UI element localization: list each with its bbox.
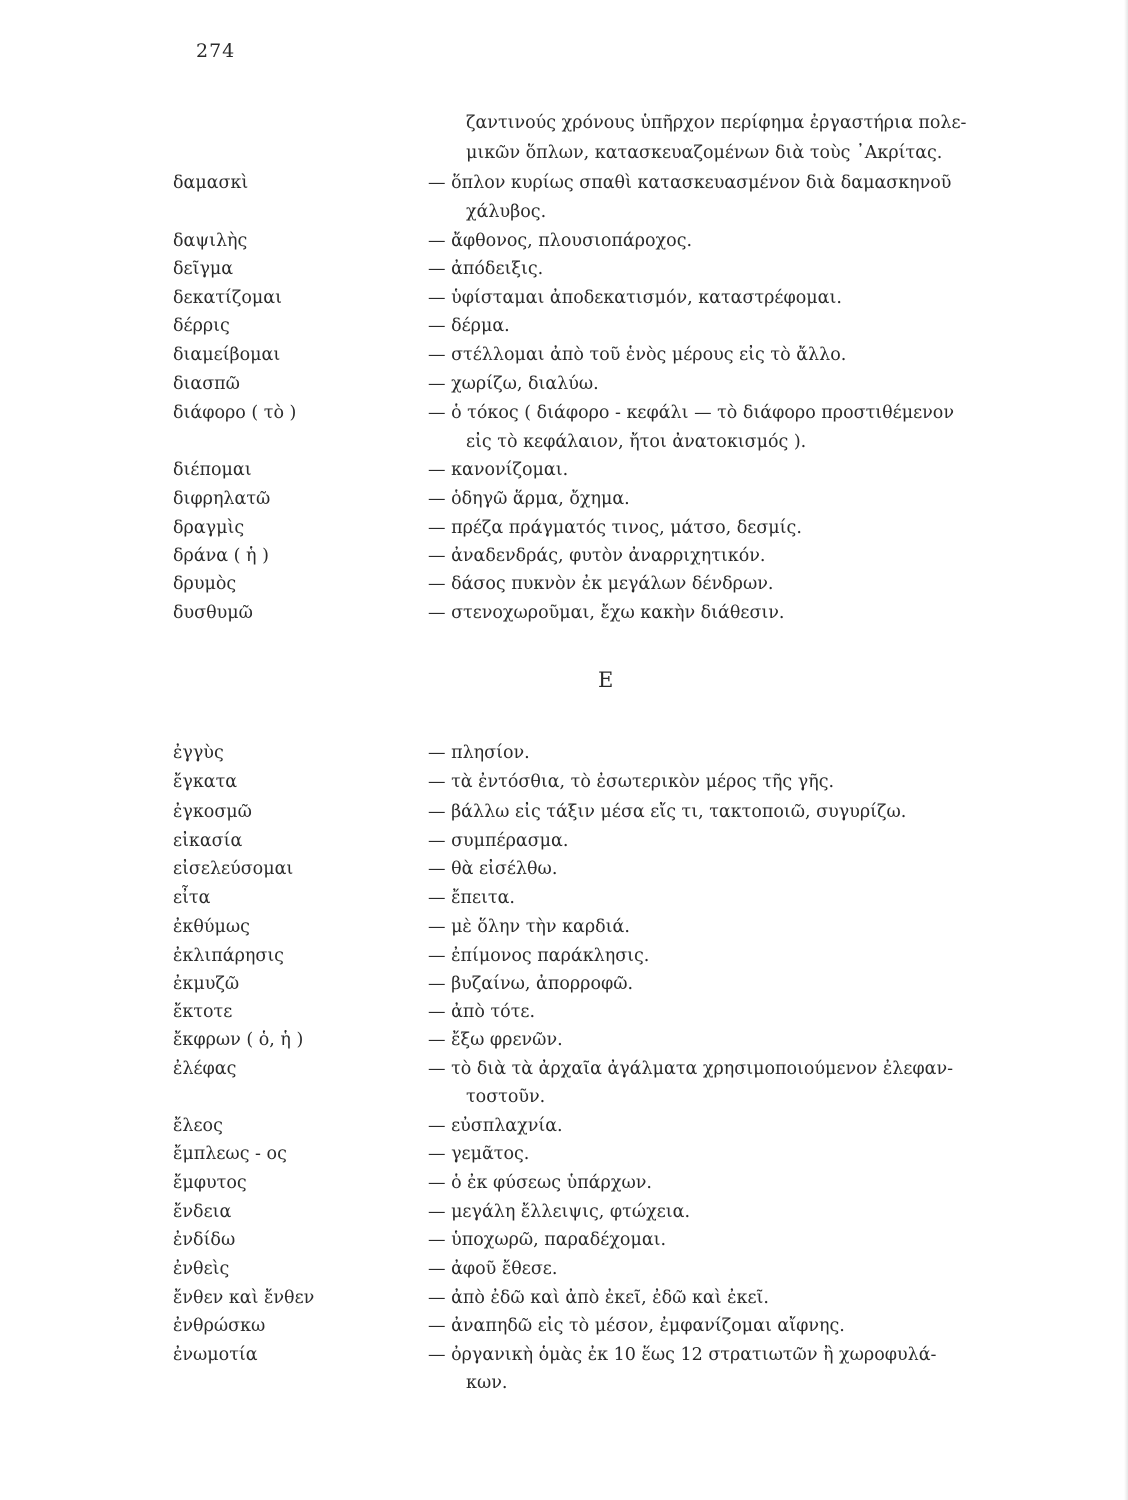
entry-headword: δεῖγμα — [173, 259, 234, 279]
entry-row — [0, 797, 1128, 827]
entry-row — [0, 340, 1128, 370]
entry-headword: δαμασκὶ — [173, 173, 249, 193]
entry-definition: — χωρίζω, διαλύω. — [428, 374, 599, 394]
scan-edge — [1124, 0, 1128, 1500]
entry-row — [0, 569, 1128, 599]
entry-definition: — τὰ ἐντόσθια, τὸ ἐσωτερικὸν μέρος τῆς γῆς. — [428, 772, 835, 792]
entry-row — [0, 1311, 1128, 1341]
entry-definition: — ἀναπηδῶ εἰς τὸ μέσον, ἐμφανίζομαι αἴφνης. — [428, 1316, 845, 1336]
entry-headword: ἐνθεὶς — [173, 1259, 230, 1279]
entry-row — [0, 455, 1128, 485]
entry-headword: δυσθυμῶ — [173, 603, 253, 623]
entry-headword: διαμείβομαι — [173, 345, 281, 365]
entry-definition: — τὸ διὰ τὰ ἀρχαῖα ἀγάλματα χρησιμοποιούμενον ἐλεφαν- — [428, 1059, 954, 1079]
entry-headword: δραγμὶς — [173, 518, 245, 538]
entry-headword: διάφορο ( τὸ ) — [173, 403, 297, 423]
entry-definition: — συμπέρασμα. — [428, 831, 569, 851]
entry-row — [0, 513, 1128, 543]
entry-definition: — εὐσπλαχνία. — [428, 1116, 563, 1136]
entry-headword: ἐγγὺς — [173, 743, 224, 763]
entry-headword: εἰκασία — [173, 831, 243, 851]
entry-row — [0, 1254, 1128, 1284]
entry-headword: διασπῶ — [173, 374, 240, 394]
entry-definition: — ὑφίσταμαι ἀποδεκατισμόν, καταστρέφομαι. — [428, 288, 842, 308]
entry-row — [0, 826, 1128, 856]
entry-definition: — ἀπόδειξις. — [428, 259, 544, 279]
entry-headword: ἐνδίδω — [173, 1230, 236, 1250]
page-number: 274 — [196, 40, 236, 62]
entry-row — [0, 1340, 1128, 1370]
entry-definition: — στενοχωροῦμαι, ἔχω κακὴν διάθεσιν. — [428, 603, 785, 623]
entry-headword: ἔνθεν καὶ ἔνθεν — [173, 1288, 315, 1308]
entry-row — [0, 941, 1128, 971]
entry-row — [0, 997, 1128, 1027]
entry-row — [0, 1025, 1128, 1055]
entry-definition: — ἀπὸ τότε. — [428, 1002, 536, 1022]
entry-continuation: κων. — [466, 1373, 508, 1393]
entry-definition: — δάσος πυκνὸν ἐκ μεγάλων δένδρων. — [428, 574, 774, 594]
entry-row — [0, 226, 1128, 256]
entry-row — [0, 854, 1128, 884]
entry-definition: — μεγάλη ἔλλειψις, φτώχεια. — [428, 1202, 691, 1222]
entry-row — [0, 283, 1128, 313]
entry-headword: ἐκθύμως — [173, 917, 250, 937]
entry-definition: — ἔπειτα. — [428, 888, 515, 908]
entry-row — [0, 168, 1128, 198]
entry-definition: — βάλλω εἰς τάξιν μέσα εἴς τι, τακτοποιῶ, συγυρίζω. — [428, 802, 907, 822]
entry-row — [0, 254, 1128, 284]
entry-headword: ἔνδεια — [173, 1202, 232, 1222]
entry-headword: δράνα ( ἡ ) — [173, 546, 269, 566]
entry-definition: — γεμᾶτος. — [428, 1144, 530, 1164]
entry-continuation: εἰς τὸ κεφάλαιον, ἤτοι ἀνατοκισμός ). — [466, 432, 807, 452]
entry-headword: ἔλεος — [173, 1116, 223, 1136]
entry-definition: — κανονίζομαι. — [428, 460, 569, 480]
entry-definition: — ἔξω φρενῶν. — [428, 1030, 563, 1050]
entry-headword: ἔγκατα — [173, 772, 238, 792]
entry-headword: ἐνωμοτία — [173, 1345, 258, 1365]
entry-definition: — πρέζα πράγματός τινος, μάτσο, δεσμίς. — [428, 518, 802, 538]
entry-definition: — δέρμα. — [428, 316, 510, 336]
entry-headword: ἐλέφας — [173, 1059, 237, 1079]
entry-definition: — ἄφθονος, πλουσιοπάροχος. — [428, 231, 693, 251]
entry-definition: — στέλλομαι ἀπὸ τοῦ ἑνὸς μέρους εἰς τὸ ἄλλο. — [428, 345, 847, 365]
entry-row — [0, 1168, 1128, 1198]
entry-row — [0, 767, 1128, 797]
entry-headword: δέρρις — [173, 316, 230, 336]
entry-definition: — μὲ ὅλην τὴν καρδιά. — [428, 917, 630, 937]
entry-row — [0, 1139, 1128, 1169]
entry-definition: — ἀφοῦ ἔθεσε. — [428, 1259, 558, 1279]
entry-headword: διέπομαι — [173, 460, 252, 480]
entry-headword: εἶτα — [173, 888, 211, 908]
entry-definition: — ὑποχωρῶ, παραδέχομαι. — [428, 1230, 667, 1250]
entry-row — [0, 1111, 1128, 1141]
entry-row — [0, 883, 1128, 913]
entry-headword: εἰσελεύσομαι — [173, 859, 294, 879]
entry-definition: — βυζαίνω, ἀπορροφῶ. — [428, 974, 634, 994]
entry-row — [0, 1283, 1128, 1313]
intro-line: μικῶν ὅπλων, κατασκευαζομένων διὰ τοὺς ᾿Ακρίτας. — [466, 143, 943, 163]
entry-row — [0, 369, 1128, 399]
intro-line: ζαντινούς χρόνους ὑπῆρχον περίφημα ἐργαστήρια πολε- — [466, 113, 967, 133]
entry-definition: — ἀναδενδράς, φυτὸν ἀναρριχητικόν. — [428, 546, 766, 566]
section-letter: Ε — [598, 668, 614, 692]
entry-row — [0, 1197, 1128, 1227]
entry-continuation: χάλυβος. — [466, 202, 547, 222]
entry-definition: — ὀργανικὴ ὁμὰς ἐκ 10 ἕως 12 στρατιωτῶν ἢ χωροφυλά- — [428, 1345, 937, 1365]
entry-row — [0, 1225, 1128, 1255]
entry-row — [0, 738, 1128, 768]
entry-headword: ἐγκοσμῶ — [173, 802, 252, 822]
entry-row — [0, 1054, 1128, 1084]
entry-headword: ἔμφυτος — [173, 1173, 247, 1193]
entry-headword: ἐκμυζῶ — [173, 974, 240, 994]
entry-row — [0, 912, 1128, 942]
entry-definition: — ὁ τόκος ( διάφορο - κεφάλι — τὸ διάφορο προστιθέμενον — [428, 403, 954, 423]
entry-definition: — ὁ ἐκ φύσεως ὑπάρχων. — [428, 1173, 652, 1193]
entry-row — [0, 484, 1128, 514]
entry-headword: δρυμὸς — [173, 574, 237, 594]
entry-definition: — ἐπίμονος παράκλησις. — [428, 946, 650, 966]
entry-headword: ἔμπλεως - ος — [173, 1144, 287, 1164]
entry-definition: — ὁδηγῶ ἅρμα, ὄχημα. — [428, 489, 630, 509]
entry-row — [0, 969, 1128, 999]
entry-continuation: τοστοῦν. — [466, 1087, 546, 1107]
entry-row — [0, 598, 1128, 628]
entry-headword: ἔκτοτε — [173, 1002, 233, 1022]
entry-row — [0, 311, 1128, 341]
entry-row — [0, 398, 1128, 428]
entry-definition: — πλησίον. — [428, 743, 530, 763]
entry-headword: δεκατίζομαι — [173, 288, 282, 308]
entry-headword: δαψιλὴς — [173, 231, 248, 251]
entry-headword: διφρηλατῶ — [173, 489, 271, 509]
entry-definition: — θὰ εἰσέλθω. — [428, 859, 558, 879]
entry-headword: ἐκλιπάρησις — [173, 946, 284, 966]
entry-row — [0, 541, 1128, 571]
entry-definition: — ἀπὸ ἐδῶ καὶ ἀπὸ ἐκεῖ, ἐδῶ καὶ ἐκεῖ. — [428, 1288, 769, 1308]
entry-headword: ἐνθρώσκω — [173, 1316, 266, 1336]
entry-headword: ἔκφρων ( ὁ, ἡ ) — [173, 1030, 304, 1050]
entry-definition: — ὅπλον κυρίως σπαθὶ κατασκευασμένον διὰ δαμασκηνοῦ — [428, 173, 952, 193]
